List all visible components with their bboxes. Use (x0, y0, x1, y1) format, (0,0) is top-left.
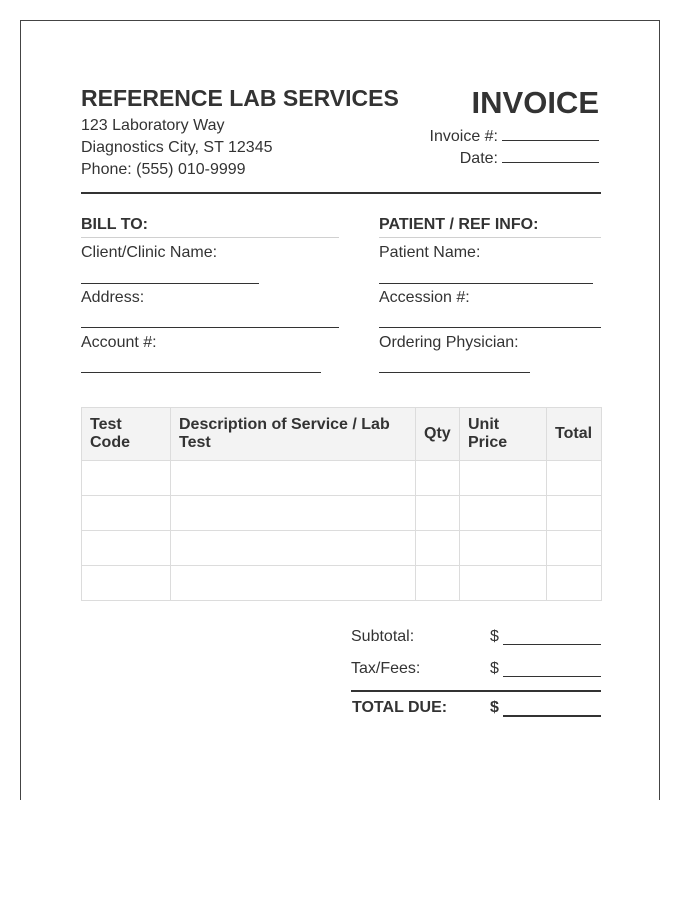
table-cell[interactable] (82, 531, 171, 566)
table-cell[interactable] (460, 496, 547, 531)
subtotal-currency: $ (490, 628, 499, 645)
invoice-title: INVOICE (471, 85, 599, 120)
client-name-field[interactable] (81, 283, 259, 284)
subtotal-field[interactable] (503, 644, 601, 645)
company-address-line1: 123 Laboratory Way (81, 117, 225, 134)
total-divider (351, 690, 601, 692)
accession-number-field[interactable] (379, 327, 601, 328)
ordering-physician-field[interactable] (379, 372, 530, 373)
table-row (82, 531, 602, 566)
client-name-label: Client/Clinic Name: (81, 244, 218, 261)
address-label: Address: (81, 289, 145, 306)
tax-fees-currency: $ (490, 660, 499, 677)
line-items-table (81, 407, 602, 601)
table-cell[interactable] (416, 531, 460, 566)
bill-to-heading: BILL TO: (81, 216, 148, 233)
invoice-date-label: Date: (459, 150, 498, 167)
table-cell[interactable] (416, 461, 460, 496)
table-row (82, 566, 602, 601)
invoice-date-field[interactable] (502, 150, 599, 163)
patient-name-label: Patient Name: (379, 244, 481, 261)
table-cell[interactable] (82, 461, 171, 496)
invoice-number-label: Invoice #: (429, 128, 498, 145)
table-cell[interactable] (171, 461, 416, 496)
header-divider (81, 192, 601, 194)
column-header-unit-price: Unit Price (460, 408, 547, 461)
table-cell[interactable] (460, 566, 547, 601)
invoice-sheet (20, 20, 660, 800)
column-header-total: Total (547, 408, 602, 461)
subtotal-label: Subtotal: (351, 628, 415, 645)
table-header-row (82, 408, 602, 461)
table-row (82, 496, 602, 531)
patient-info-heading: PATIENT / REF INFO: (379, 216, 539, 233)
accession-number-label: Accession #: (379, 289, 470, 306)
patient-name-field[interactable] (379, 283, 593, 284)
bill-to-divider (81, 237, 339, 238)
total-due-label: TOTAL DUE: (352, 699, 448, 716)
total-due-currency: $ (490, 699, 499, 716)
table-cell[interactable] (82, 496, 171, 531)
patient-info-divider (379, 237, 601, 238)
table-cell[interactable] (171, 496, 416, 531)
tax-fees-field[interactable] (503, 676, 601, 677)
address-field[interactable] (81, 327, 339, 328)
column-header-description: Description of Service / Lab Test (171, 408, 416, 461)
invoice-date-row (460, 150, 599, 168)
account-number-field[interactable] (81, 372, 321, 373)
table-cell[interactable] (547, 496, 602, 531)
table-cell[interactable] (460, 531, 547, 566)
table-cell[interactable] (547, 461, 602, 496)
table-cell[interactable] (416, 566, 460, 601)
column-header-qty: Qty (416, 408, 460, 461)
table-row (82, 461, 602, 496)
column-header-test-code: Test Code (82, 408, 171, 461)
invoice-number-row (430, 128, 599, 146)
company-phone: Phone: (555) 010-9999 (81, 161, 246, 178)
table-cell[interactable] (547, 531, 602, 566)
invoice-number-field[interactable] (502, 128, 599, 141)
account-number-label: Account #: (81, 334, 157, 351)
table-cell[interactable] (460, 461, 547, 496)
ordering-physician-label: Ordering Physician: (379, 334, 519, 351)
tax-fees-label: Tax/Fees: (351, 660, 421, 677)
total-due-field[interactable] (503, 715, 601, 717)
company-address-line2: Diagnostics City, ST 12345 (81, 139, 273, 156)
table-cell[interactable] (82, 566, 171, 601)
company-name: REFERENCE LAB SERVICES (81, 85, 399, 111)
table-cell[interactable] (416, 496, 460, 531)
table-cell[interactable] (171, 531, 416, 566)
table-cell[interactable] (171, 566, 416, 601)
table-cell[interactable] (547, 566, 602, 601)
